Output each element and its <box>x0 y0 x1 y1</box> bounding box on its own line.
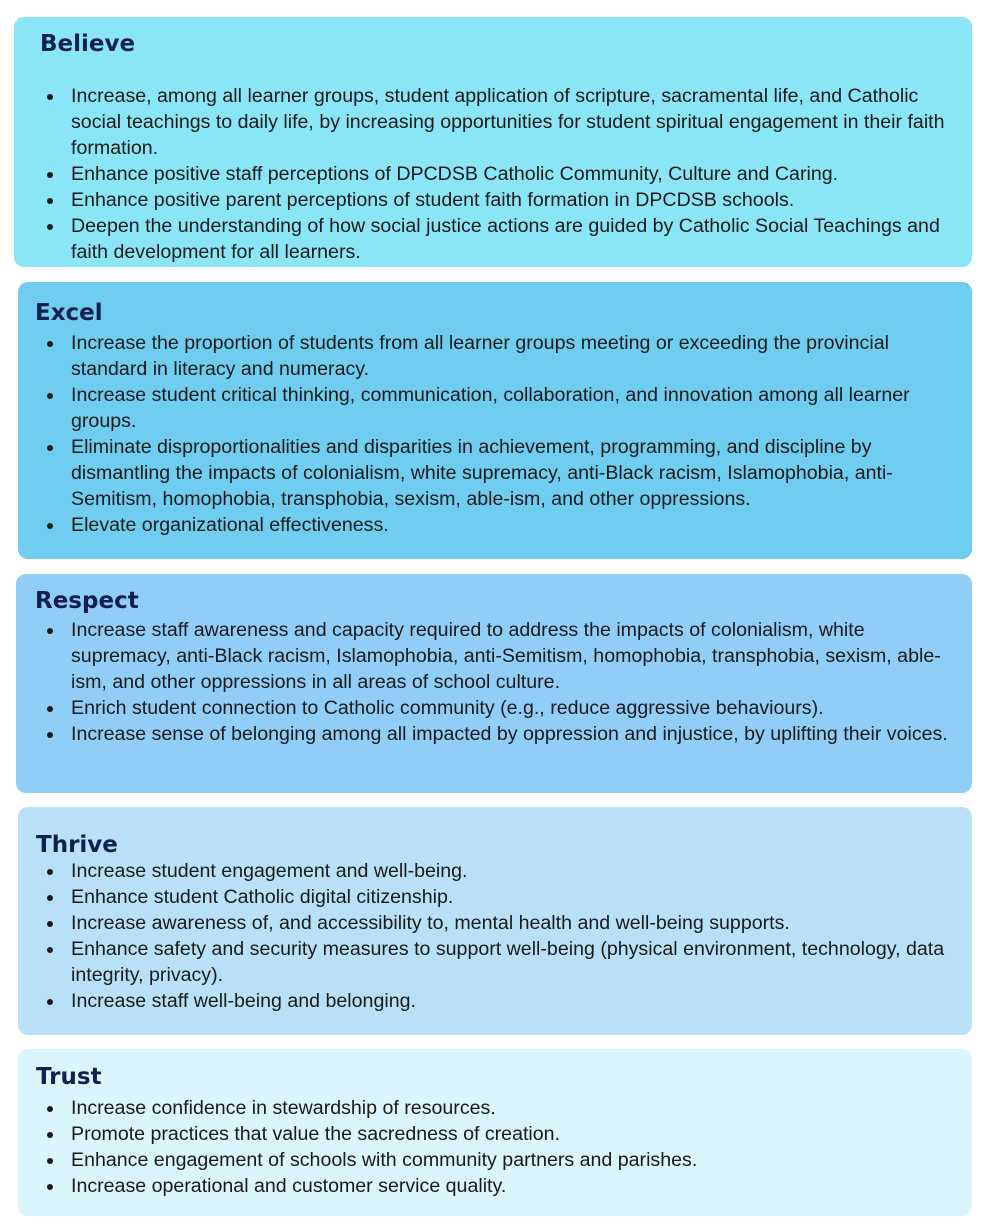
list-item: Increase, among all learner groups, student application of scripture, sacramental life, and Catholic social teachings to daily life, by increasing opportunities for student spiritual engagement in their faith formation. <box>41 83 960 161</box>
list-item: Elevate organizational effectiveness. <box>41 512 960 538</box>
list-item: Increase awareness of, and accessibility to, mental health and well-being supports. <box>41 910 960 936</box>
list-item: Eliminate disproportionalities and disparities in achievement, programming, and discipline by dismantling the impacts of colonialism, white supremacy, anti-Black racism, Islamophobia, anti-Semitism, homophobia, transphobia, sexism, able-ism, and other oppressions. <box>41 434 960 512</box>
section-thrive <box>18 807 972 1035</box>
list-item: Enhance student Catholic digital citizenship. <box>41 884 960 910</box>
goal-list <box>41 83 960 265</box>
section-title: Excel <box>35 300 103 326</box>
list-item: Increase the proportion of students from all learner groups meeting or exceeding the provincial standard in literacy and numeracy. <box>41 330 960 382</box>
list-item: Increase student engagement and well-being. <box>41 858 960 884</box>
section-trust <box>18 1049 972 1216</box>
goal-list <box>41 330 960 538</box>
section-excel <box>18 282 972 559</box>
list-item: Enhance engagement of schools with community partners and parishes. <box>41 1147 960 1173</box>
goal-list <box>41 617 960 747</box>
section-title: Believe <box>40 31 136 57</box>
goal-list <box>41 1095 960 1199</box>
list-item: Promote practices that value the sacredness of creation. <box>41 1121 960 1147</box>
list-item: Increase operational and customer service quality. <box>41 1173 960 1199</box>
goal-list <box>41 858 960 1014</box>
list-item: Increase staff awareness and capacity required to address the impacts of colonialism, white supremacy, anti-Black racism, Islamophobia, anti-Semitism, homophobia, transphobia, sexism, able-ism, and other oppressions in all areas of school culture. <box>41 617 960 695</box>
list-item: Enrich student connection to Catholic community (e.g., reduce aggressive behaviours). <box>41 695 960 721</box>
section-title: Respect <box>35 588 139 614</box>
list-item: Enhance positive parent perceptions of student faith formation in DPCDSB schools. <box>41 187 960 213</box>
section-believe <box>14 17 972 267</box>
list-item: Increase student critical thinking, communication, collaboration, and innovation among all learner groups. <box>41 382 960 434</box>
section-title: Trust <box>36 1064 102 1090</box>
section-respect <box>16 574 972 793</box>
list-item: Increase sense of belonging among all impacted by oppression and injustice, by uplifting their voices. <box>41 721 960 747</box>
list-item: Increase staff well-being and belonging. <box>41 988 960 1014</box>
list-item: Increase confidence in stewardship of resources. <box>41 1095 960 1121</box>
list-item: Enhance positive staff perceptions of DPCDSB Catholic Community, Culture and Caring. <box>41 161 960 187</box>
list-item: Deepen the understanding of how social justice actions are guided by Catholic Social Teachings and faith development for all learners. <box>41 213 960 265</box>
section-title: Thrive <box>36 832 118 858</box>
list-item: Enhance safety and security measures to support well-being (physical environment, technology, data integrity, privacy). <box>41 936 960 988</box>
